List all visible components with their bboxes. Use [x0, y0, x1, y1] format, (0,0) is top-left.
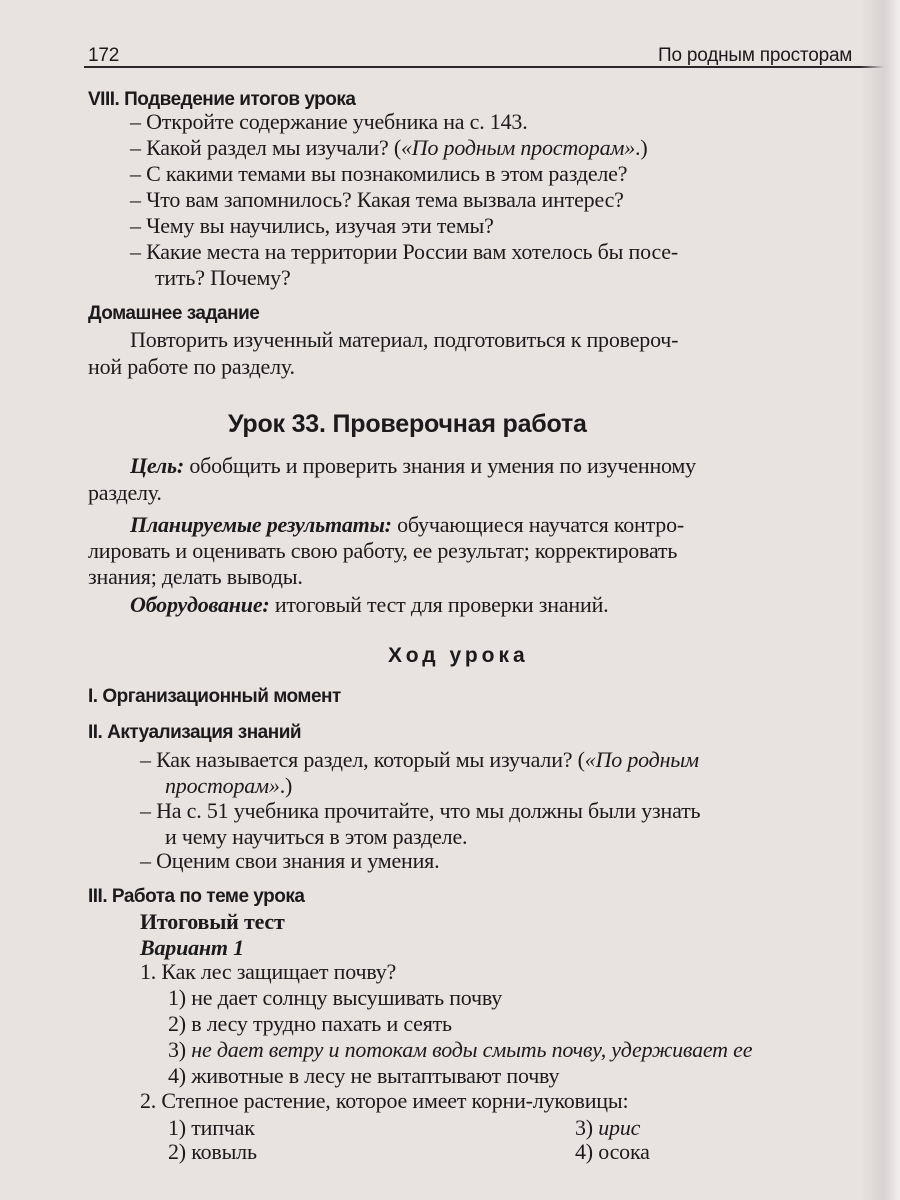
- results: Планируемые результаты: обучающиеся научатся контро-: [130, 512, 685, 537]
- list-item: – Как называется раздел, который мы изучали? («По родным: [140, 747, 699, 772]
- paragraph: Повторить изученный материал, подготовиться к провероч-: [130, 327, 679, 352]
- section-heading: III. Работа по теме урока: [88, 886, 305, 907]
- answer-option: 1) не дает солнцу высушивать почву: [168, 985, 503, 1010]
- answer-option: 4) осока: [575, 1139, 650, 1164]
- answer-option: 4) животные в лесу не вытаптывают почву: [168, 1063, 560, 1088]
- answer-option-correct: 3) ирис: [575, 1115, 641, 1140]
- homework-heading: Домашнее задание: [88, 303, 260, 324]
- test-title: Итоговый тест: [140, 909, 285, 934]
- question: 2. Степное растение, которое имеет корни-луковицы:: [140, 1088, 629, 1113]
- answer-option: 1) типчак: [168, 1115, 255, 1140]
- equipment: Оборудование: итоговый тест для проверки знаний.: [130, 592, 609, 617]
- running-title: По родным просторам: [658, 45, 853, 66]
- goal: Цель: обобщить и проверить знания и умения по изученному: [130, 453, 696, 478]
- variant-label: Вариант 1: [140, 935, 244, 960]
- list-item: – Какой раздел мы изучали? («По родным просторам».): [130, 135, 648, 160]
- list-item: просторам».): [165, 773, 293, 798]
- section-heading: I. Организационный момент: [88, 686, 341, 707]
- list-item: и чему научиться в этом разделе.: [165, 824, 468, 849]
- question: 1. Как лес защищает почву?: [140, 959, 397, 984]
- answer-option-correct: 3) не дает ветру и потокам воды смыть почву, удерживает ее: [168, 1037, 753, 1062]
- list-item: – На с. 51 учебника прочитайте, что мы должны были узнать: [140, 798, 701, 823]
- page-binding-shadow: [860, 0, 900, 1200]
- lesson-title: Урок 33. Проверочная работа: [228, 410, 587, 438]
- list-item: – Откройте содержание учебника на с. 143.: [130, 109, 528, 134]
- results: лировать и оценивать свою работу, ее результат; корректировать: [88, 538, 678, 563]
- answer-option: 2) в лесу трудно пахать и сеять: [168, 1011, 452, 1036]
- list-item: – Что вам запомнилось? Какая тема вызвала интерес?: [130, 187, 624, 212]
- section-heading: VIII. Подведение итогов урока: [88, 89, 356, 110]
- header-rule: [84, 66, 900, 68]
- list-item: – Чему вы научились, изучая эти темы?: [130, 213, 494, 238]
- page-number: 172: [88, 45, 120, 66]
- list-item: – Оценим свои знания и умения.: [140, 848, 440, 873]
- section-heading: II. Актуализация знаний: [88, 722, 302, 743]
- answer-option: 2) ковыль: [168, 1139, 257, 1164]
- results: знания; делать выводы.: [88, 564, 303, 589]
- list-item: тить? Почему?: [155, 265, 291, 290]
- list-item: – С какими темами вы познакомились в этом разделе?: [130, 161, 628, 186]
- list-item: – Какие места на территории России вам хотелось бы посе-: [130, 239, 678, 264]
- goal: разделу.: [88, 480, 162, 505]
- course-heading: Ход урока: [388, 644, 529, 667]
- paragraph: ной работе по разделу.: [88, 354, 295, 379]
